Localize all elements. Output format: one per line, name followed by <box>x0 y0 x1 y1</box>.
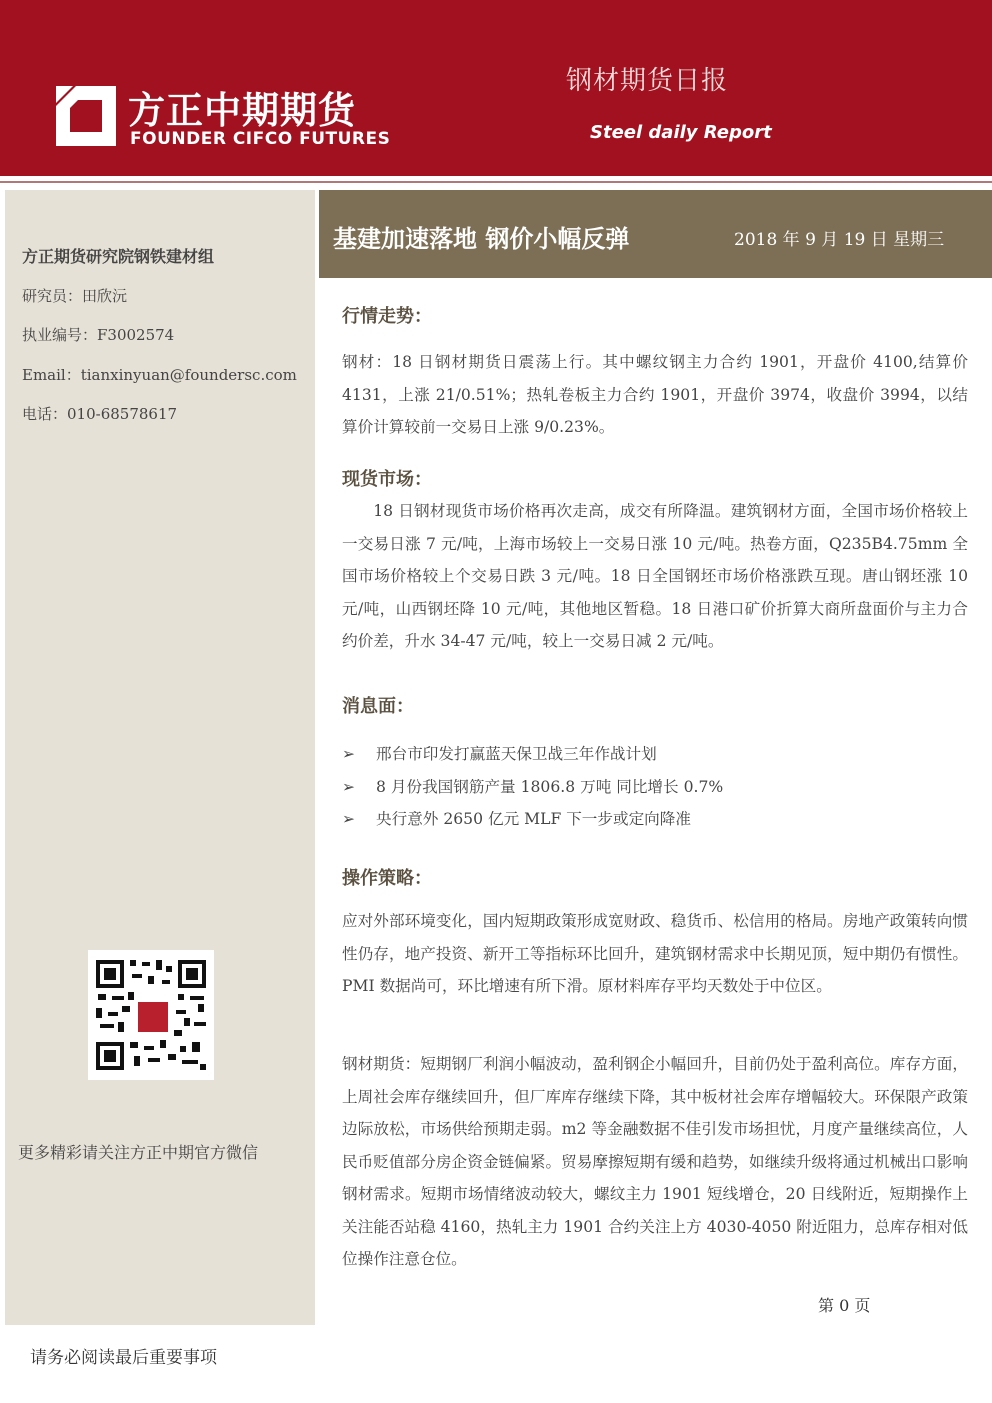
news-item-text: 8 月份我国钢筋产量 1806.8 万吨 同比增长 0.7% <box>376 778 724 796</box>
news-item <box>342 775 723 797</box>
arrow-bullet-icon: ➢ <box>342 810 356 828</box>
news-item <box>342 742 657 764</box>
market-heading: 行情走势： <box>342 306 432 327</box>
license-number: 执业编号：F3002574 <box>22 326 175 344</box>
strategy-paragraph-2: 钢材期货：短期钢厂利润小幅波动，盈利钢企小幅回升，目前仍处于盈利高位。库存方面，上周社会库存继续回升，但厂库库存继续下降，其中板材社会库存增幅较大。环保限产政策边际放松，市场供给预期走弱。m2 等金融数据不佳引发市场担忧，月度产量继续高位，人民币贬值部分房企资金链偏紧。贸易摩擦短期有缓和趋势，如继续升级将通过机械出口影响钢材需求。短期市场情绪波动较大，螺纹主力 1901 短线增仓，20 日线附近，短期操作上关注能否站稳 4160，热轧主力 1901 合约关注上方 4030-4050 附近阻力，总库存相对低位操作注意仓位。 <box>342 1055 968 1268</box>
market-text: 钢材：18 日钢材期货日震荡上行。其中螺纹钢主力合约 1901，开盘价 4100,结算价 4131，上涨 21/0.51%；热轧卷板主力合约 1901，开盘价 3974，收盘价 3994，以结算价计算较前一交易日上涨 9/0.23%。 <box>342 353 968 436</box>
strategy-paragraph-1: 应对外部环境变化，国内短期政策形成宽财政、稳货币、松信用的格局。房地产政策转向惯性仍存，地产投资、新开工等指标环比回升，建筑钢材需求中长期见顶，短中期仍有惯性。PMI 数据尚可，环比增速有所下滑。原材料库存平均天数处于中位区。 <box>342 912 968 995</box>
arrow-bullet-icon: ➢ <box>342 745 356 763</box>
report-title-en: Steel daily Report <box>590 122 772 143</box>
header-divider <box>0 176 992 179</box>
news-item <box>342 807 691 829</box>
header-divider-thin <box>0 181 992 183</box>
wechat-qr-code <box>88 950 214 1080</box>
brand-name-cn: 方正中期期货 <box>128 89 356 132</box>
news-item-text: 邢台市印发打赢蓝天保卫战三年作战计划 <box>376 745 657 763</box>
qr-logo-icon <box>136 1000 170 1034</box>
arrow-bullet-icon: ➢ <box>342 778 356 796</box>
founder-logo-icon <box>56 86 116 146</box>
email-address[interactable]: Email：tianxinyuan@foundersc.com <box>22 366 297 384</box>
page-number: 第 0 页 <box>818 1296 871 1315</box>
header-banner <box>0 0 992 176</box>
report-date: 2018 年 9 月 19 日 星期三 <box>734 230 945 250</box>
follow-wechat-text: 更多精彩请关注方正中期官方微信 <box>18 1143 259 1162</box>
strategy-heading: 操作策略： <box>342 868 432 889</box>
research-group: 方正期货研究院钢铁建材组 <box>22 247 215 266</box>
news-item-text: 央行意外 2650 亿元 MLF 下一步或定向降准 <box>376 810 691 828</box>
disclaimer-note: 请务必阅读最后重要事项 <box>30 1348 217 1368</box>
brand-name-en: FOUNDER CIFCO FUTURES <box>130 129 391 149</box>
news-heading: 消息面： <box>342 696 414 717</box>
phone-number: 电话：010-68578617 <box>22 405 178 423</box>
spot-text: 18 日钢材现货市场价格再次走高，成交有所降温。建筑钢材方面，全国市场价格较上一交易日涨 7 元/吨，上海市场较上一交易日涨 10 元/吨。热卷方面，Q235B4.75mm 全国市场价格较上个交易日跌 3 元/吨。18 日全国钢坯市场价格涨跌互现。唐山钢坯涨 10 元/吨，山西钢坯降 10 元/吨，其他地区暂稳。18 日港口矿价折算大商所盘面价与主力合约价差，升水 34-47 元/吨，较上一交易日减 2 元/吨。 <box>342 502 968 650</box>
spot-heading: 现货市场： <box>342 469 432 490</box>
report-title-cn: 钢材期货日报 <box>566 66 729 96</box>
researcher-name: 研究员：田欣沅 <box>22 287 128 305</box>
headline: 基建加速落地 钢价小幅反弹 <box>333 225 630 253</box>
